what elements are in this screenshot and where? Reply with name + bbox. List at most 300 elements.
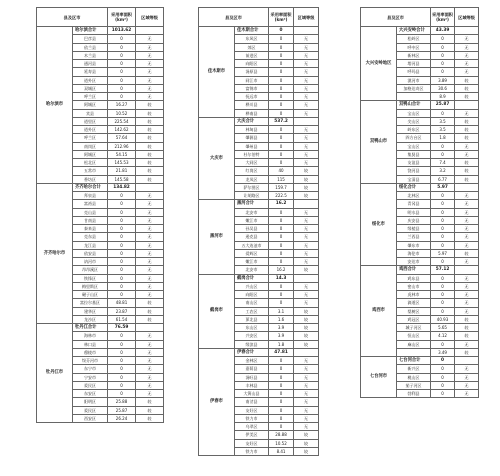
county-area: 1.8	[431, 134, 455, 142]
county-level: 无	[136, 340, 164, 348]
county-name: 海林市	[73, 332, 108, 340]
county-name: 南山区	[235, 299, 269, 307]
county-level: 较	[136, 126, 164, 134]
city-total-label: 双鸭山合计	[397, 101, 431, 109]
county-name: 龙江县	[73, 241, 108, 249]
county-name: 新兴区	[397, 365, 431, 373]
county-name: 道里区	[73, 117, 108, 125]
county-level: 无	[294, 35, 319, 43]
county-level: 较	[136, 117, 164, 125]
county-name: 桦川县	[235, 101, 269, 109]
county-name: 铁锋区	[73, 274, 108, 282]
city-total-row	[361, 266, 479, 274]
county-level: 较	[136, 315, 164, 323]
county-name: 大同区	[235, 159, 269, 167]
county-area: 3.1	[269, 307, 294, 315]
county-name: 兴山区	[235, 282, 269, 290]
county-name: 肇东市	[397, 241, 431, 249]
county-level: 无	[294, 414, 319, 422]
county-area: 6.77	[431, 175, 455, 183]
county-level: 较	[294, 167, 319, 175]
county-name: 龙沙区	[73, 315, 108, 323]
county-name: 南岔县	[235, 398, 269, 406]
city-name: 鹤岗市	[199, 274, 235, 348]
county-area: 0	[269, 142, 294, 150]
county-area: 40	[269, 167, 294, 175]
county-name: 绥棱县	[397, 225, 431, 233]
county-name: 工农区	[235, 307, 269, 315]
county-area: 0	[269, 249, 294, 257]
city-total-label: 牡丹江合计	[73, 324, 108, 332]
county-area: 16.2	[269, 266, 294, 274]
county-area: 0	[269, 159, 294, 167]
county-level: 无	[455, 150, 479, 158]
county-level: 无	[294, 216, 319, 224]
city-total-label: 佳木斯合计	[235, 27, 269, 35]
county-level: 较	[455, 117, 479, 125]
city-name: 黑河市	[199, 200, 235, 274]
county-area: 1.6	[269, 315, 294, 323]
county-area: 10.52	[108, 109, 136, 117]
county-area: 30.6	[431, 84, 455, 92]
county-name: 萝北县	[235, 315, 269, 323]
county-name: 新林区	[397, 51, 431, 59]
county-area: 0	[269, 357, 294, 365]
county-level: 无	[136, 208, 164, 216]
county-level: 无	[136, 93, 164, 101]
county-area: 0	[108, 241, 136, 249]
county-area: 0	[269, 414, 294, 422]
county-area: 0	[269, 390, 294, 398]
county-name: 克山县	[73, 208, 108, 216]
county-name: 庆安县	[397, 216, 431, 224]
county-area: 0	[269, 282, 294, 290]
city-name: 牡丹江市	[37, 324, 73, 423]
county-area: 3.9	[269, 324, 294, 332]
county-level: 较	[294, 431, 319, 439]
county-level: 较	[455, 315, 479, 323]
county-name: 阿城区	[73, 150, 108, 158]
county-name: 孙吴县	[235, 225, 269, 233]
county-name: 兴安区	[235, 332, 269, 340]
county-level: 无	[294, 101, 319, 109]
county-name	[397, 93, 431, 101]
county-area: 0	[431, 35, 455, 43]
county-area: 16.27	[108, 101, 136, 109]
county-area: 0	[269, 150, 294, 158]
county-level: 无	[455, 274, 479, 282]
county-name: 道外区	[73, 126, 108, 134]
city-total-level	[455, 27, 479, 35]
city-total-row	[199, 27, 319, 35]
county-level: 无	[294, 406, 319, 414]
county-name: 香坊区	[73, 175, 108, 183]
county-area: 0	[108, 249, 136, 257]
county-area: 0	[108, 357, 136, 365]
county-name: 兰西县	[397, 233, 431, 241]
header-level: 区域等级	[136, 8, 164, 27]
county-area: 0	[269, 208, 294, 216]
county-name: 明水县	[397, 208, 431, 216]
city-total-level	[294, 27, 319, 35]
county-name: 东宁市	[73, 365, 108, 373]
header-row	[361, 8, 479, 27]
county-area: 0	[108, 373, 136, 381]
county-level: 无	[136, 51, 164, 59]
county-name: 延寿县	[73, 68, 108, 76]
county-name: 城子河区	[397, 324, 431, 332]
county-name: 松北区	[73, 159, 108, 167]
county-level: 无	[294, 398, 319, 406]
county-area: 0	[108, 348, 136, 356]
county-area: 0	[269, 241, 294, 249]
county-area: 0	[431, 274, 455, 282]
county-area: 61.54	[108, 315, 136, 323]
county-name: 穆棱市	[73, 348, 108, 356]
county-area: 0	[431, 142, 455, 150]
county-name: 呼兰区	[73, 134, 108, 142]
county-level: 无	[455, 109, 479, 117]
county-level: 无	[294, 142, 319, 150]
county-area: 0	[431, 200, 455, 208]
county-name: 鸡东县	[397, 274, 431, 282]
county-level: 无	[136, 266, 164, 274]
county-level: 无	[455, 200, 479, 208]
county-name: 拜泉县	[73, 192, 108, 200]
county-area: 0	[269, 258, 294, 266]
city-total-level	[455, 266, 479, 274]
county-area: 0	[108, 192, 136, 200]
city-total-level	[294, 348, 319, 356]
city-total-label: 鸡西合计	[397, 266, 431, 274]
county-area: 0	[269, 381, 294, 389]
county-name: 同江市	[235, 76, 269, 84]
county-name: 集贤县	[397, 150, 431, 158]
city-name: 齐齐哈尔市	[37, 183, 73, 323]
county-name: 滴道区	[397, 299, 431, 307]
header-area: 采用率面积(km²)	[269, 8, 294, 27]
county-name: 桃山区	[397, 373, 431, 381]
county-level: 无	[294, 241, 319, 249]
county-area: 0	[108, 76, 136, 84]
county-name: 铁力市	[235, 447, 269, 455]
county-name: 讷河市	[73, 258, 108, 266]
city-total-value: 5.97	[431, 183, 455, 191]
county-name: 前进区	[235, 51, 269, 59]
county-name: 恒山区	[397, 332, 431, 340]
county-level: 无	[294, 43, 319, 51]
county-level: 无	[294, 365, 319, 373]
county-area: 0	[108, 84, 136, 92]
county-name: 梅里斯区	[73, 282, 108, 290]
county-name: 木兰县	[73, 51, 108, 59]
county-name: 尖山区	[397, 117, 431, 125]
county-name: 五常市	[73, 167, 108, 175]
county-area: 0	[269, 51, 294, 59]
county-name: 北安市	[235, 266, 269, 274]
county-level: 无	[294, 357, 319, 365]
area-table-column-3	[360, 7, 479, 398]
header-city: 县及区市	[37, 8, 108, 27]
county-name: 五大连池市	[235, 241, 269, 249]
county-area: 21.81	[108, 167, 136, 175]
city-total-row	[199, 200, 319, 208]
county-level: 无	[455, 340, 479, 348]
county-level: 无	[136, 84, 164, 92]
county-name: 双城区	[73, 84, 108, 92]
county-area: 8.9	[431, 93, 455, 101]
city-name: 伊春市	[199, 348, 235, 455]
county-level: 无	[455, 299, 479, 307]
header-area: 采用率面积(km²)	[108, 8, 136, 27]
county-area: 212.96	[108, 142, 136, 150]
county-area: 0	[108, 282, 136, 290]
county-name: 青冈县	[397, 200, 431, 208]
county-level: 较	[136, 414, 164, 422]
county-name: 东山区	[235, 324, 269, 332]
county-level: 无	[136, 233, 164, 241]
county-area: 0	[269, 398, 294, 406]
county-area: 0	[108, 390, 136, 398]
county-level: 较	[136, 142, 164, 150]
county-name: 乌翠区	[235, 423, 269, 431]
city-name: 大兴安岭地区	[361, 27, 397, 101]
city-total-label: 大兴安岭合计	[397, 27, 431, 35]
county-name: 大箐山县	[235, 390, 269, 398]
county-level: 无	[455, 233, 479, 241]
county-area: 0	[269, 93, 294, 101]
county-level: 较	[455, 76, 479, 84]
city-total-row	[37, 324, 164, 332]
header-row	[199, 8, 319, 27]
county-name: 北安市	[235, 208, 269, 216]
city-total-value: 0	[431, 357, 455, 365]
county-level: 无	[455, 192, 479, 200]
county-name: 向阳区	[235, 291, 269, 299]
city-total-value: 1013.62	[108, 27, 136, 35]
county-level: 较	[294, 315, 319, 323]
county-level: 无	[136, 241, 164, 249]
county-name: 依兰县	[73, 43, 108, 51]
city-total-level	[455, 183, 479, 191]
county-level: 无	[294, 282, 319, 290]
county-level: 无	[136, 291, 164, 299]
county-level: 无	[294, 291, 319, 299]
county-level: 较	[294, 266, 319, 274]
county-area: 0	[269, 43, 294, 51]
county-level: 无	[294, 249, 319, 257]
county-level: 较	[294, 332, 319, 340]
county-level: 无	[455, 225, 479, 233]
county-level: 无	[294, 233, 319, 241]
county-level: 无	[455, 307, 479, 315]
county-area: 1.8	[269, 340, 294, 348]
county-level: 无	[455, 291, 479, 299]
county-level: 较	[455, 324, 479, 332]
county-level: 无	[136, 332, 164, 340]
county-level: 无	[136, 192, 164, 200]
county-name: 肇源县	[235, 134, 269, 142]
city-total-value: 16.2	[269, 200, 294, 208]
county-level: 无	[455, 216, 479, 224]
county-name: 嘉荫县	[235, 365, 269, 373]
county-name: 呼兰区	[73, 93, 108, 101]
city-total-row	[37, 183, 164, 191]
county-level: 无	[294, 258, 319, 266]
county-name: 桦南县	[235, 109, 269, 117]
county-name: 呼玛县	[397, 68, 431, 76]
county-area: 0	[269, 216, 294, 224]
county-level: 无	[455, 35, 479, 43]
city-total-row	[361, 27, 479, 35]
city-total-level	[294, 274, 319, 282]
county-area: 0	[431, 299, 455, 307]
header-level: 区域等级	[294, 8, 319, 27]
county-level: 较	[294, 175, 319, 183]
county-area: 28.88	[269, 431, 294, 439]
county-level: 较	[294, 307, 319, 315]
county-level: 无	[294, 51, 319, 59]
county-area: 142.62	[108, 126, 136, 134]
area-table-column-2	[198, 7, 319, 456]
county-area: 4.12	[431, 332, 455, 340]
city-total-level	[136, 183, 164, 191]
county-name: 道外区	[73, 76, 108, 84]
county-area: 0	[431, 150, 455, 158]
county-level: 无	[136, 43, 164, 51]
county-name: 依安县	[73, 249, 108, 257]
city-total-row	[361, 101, 479, 109]
county-level: 无	[294, 381, 319, 389]
city-total-label: 七台河合计	[397, 357, 431, 365]
county-name: 勃利县	[397, 390, 431, 398]
county-name: 郊区	[235, 43, 269, 51]
county-area: 0	[108, 332, 136, 340]
county-name: 宾县	[73, 109, 108, 117]
county-level: 较	[136, 109, 164, 117]
county-area: 0	[108, 35, 136, 43]
county-level: 较	[455, 167, 479, 175]
county-area: 0	[269, 109, 294, 117]
county-level: 无	[136, 200, 164, 208]
county-area: 0	[269, 76, 294, 84]
city-total-level	[294, 117, 319, 125]
county-name: 爱辉区	[235, 249, 269, 257]
county-area: 0	[108, 365, 136, 373]
county-area: 3.49	[431, 348, 455, 356]
county-level: 无	[136, 35, 164, 43]
county-area: 0	[431, 60, 455, 68]
county-area: 0	[431, 307, 455, 315]
county-area: 225.54	[108, 117, 136, 125]
city-name: 哈尔滨市	[37, 27, 73, 184]
county-area: 0	[269, 373, 294, 381]
county-level: 较	[136, 175, 164, 183]
county-name: 巴彦县	[73, 35, 108, 43]
county-level: 较	[455, 159, 479, 167]
county-name: 甘南县	[73, 216, 108, 224]
county-area: 0	[269, 134, 294, 142]
county-area: 3.5	[431, 126, 455, 134]
county-area: 40.93	[431, 315, 455, 323]
county-area: 0	[108, 208, 136, 216]
county-area: 0	[431, 68, 455, 76]
county-area: 0	[431, 192, 455, 200]
county-area: 0	[431, 43, 455, 51]
county-name: 绥滨县	[235, 340, 269, 348]
city-total-row	[361, 183, 479, 191]
county-name: 友谊县	[397, 159, 431, 167]
header-area: 采用率面积(km²)	[431, 8, 455, 27]
county-area: 0	[431, 51, 455, 59]
county-level: 较	[136, 299, 164, 307]
county-area: 0	[431, 282, 455, 290]
county-name: 杜尔伯特	[235, 150, 269, 158]
county-area: 0	[108, 200, 136, 208]
county-name: 嫩江市	[235, 216, 269, 224]
county-name: 宝山区	[397, 109, 431, 117]
county-level: 无	[136, 357, 164, 365]
county-area: 0	[108, 274, 136, 282]
city-total-row	[199, 348, 319, 356]
city-name: 七台河市	[361, 357, 397, 398]
county-level: 无	[136, 282, 164, 290]
city-name: 大庆市	[199, 117, 235, 200]
county-area: 0	[431, 381, 455, 389]
county-area: 25.87	[108, 406, 136, 414]
county-level: 无	[294, 150, 319, 158]
county-area: 145.53	[108, 159, 136, 167]
county-level: 无	[136, 249, 164, 257]
county-area: 0	[269, 225, 294, 233]
county-name: 东风区	[235, 35, 269, 43]
county-area: 0	[431, 208, 455, 216]
county-level: 无	[294, 373, 319, 381]
city-name: 双鸭山市	[361, 101, 397, 184]
county-area: 8.41	[269, 447, 294, 455]
county-level: 较	[294, 447, 319, 455]
county-name: 林口县	[73, 340, 108, 348]
county-name: 龙凤区	[235, 175, 269, 183]
county-area: 0	[431, 216, 455, 224]
county-level: 较	[294, 340, 319, 348]
city-total-row	[37, 27, 164, 35]
county-area: 3.9	[269, 332, 294, 340]
county-level: 无	[294, 68, 319, 76]
county-area: 0	[108, 291, 136, 299]
county-area: 5.65	[431, 324, 455, 332]
city-total-value: 47.81	[269, 348, 294, 356]
county-area: 0	[269, 423, 294, 431]
county-level: 较	[136, 398, 164, 406]
county-level: 无	[136, 76, 164, 84]
county-level: 较	[136, 307, 164, 315]
area-table-column-1	[36, 7, 164, 423]
county-area: 0	[269, 101, 294, 109]
county-level: 无	[136, 390, 164, 398]
county-area: 0	[269, 68, 294, 76]
county-level: 较	[136, 159, 164, 167]
county-area: 0	[108, 233, 136, 241]
county-level: 较	[136, 406, 164, 414]
county-area: 0	[269, 299, 294, 307]
county-area: 0	[431, 390, 455, 398]
county-area: 57.64	[108, 134, 136, 142]
header-city: 县及区市	[199, 8, 269, 27]
county-level: 无	[455, 373, 479, 381]
county-level: 无	[455, 381, 479, 389]
county-level: 较	[294, 439, 319, 447]
